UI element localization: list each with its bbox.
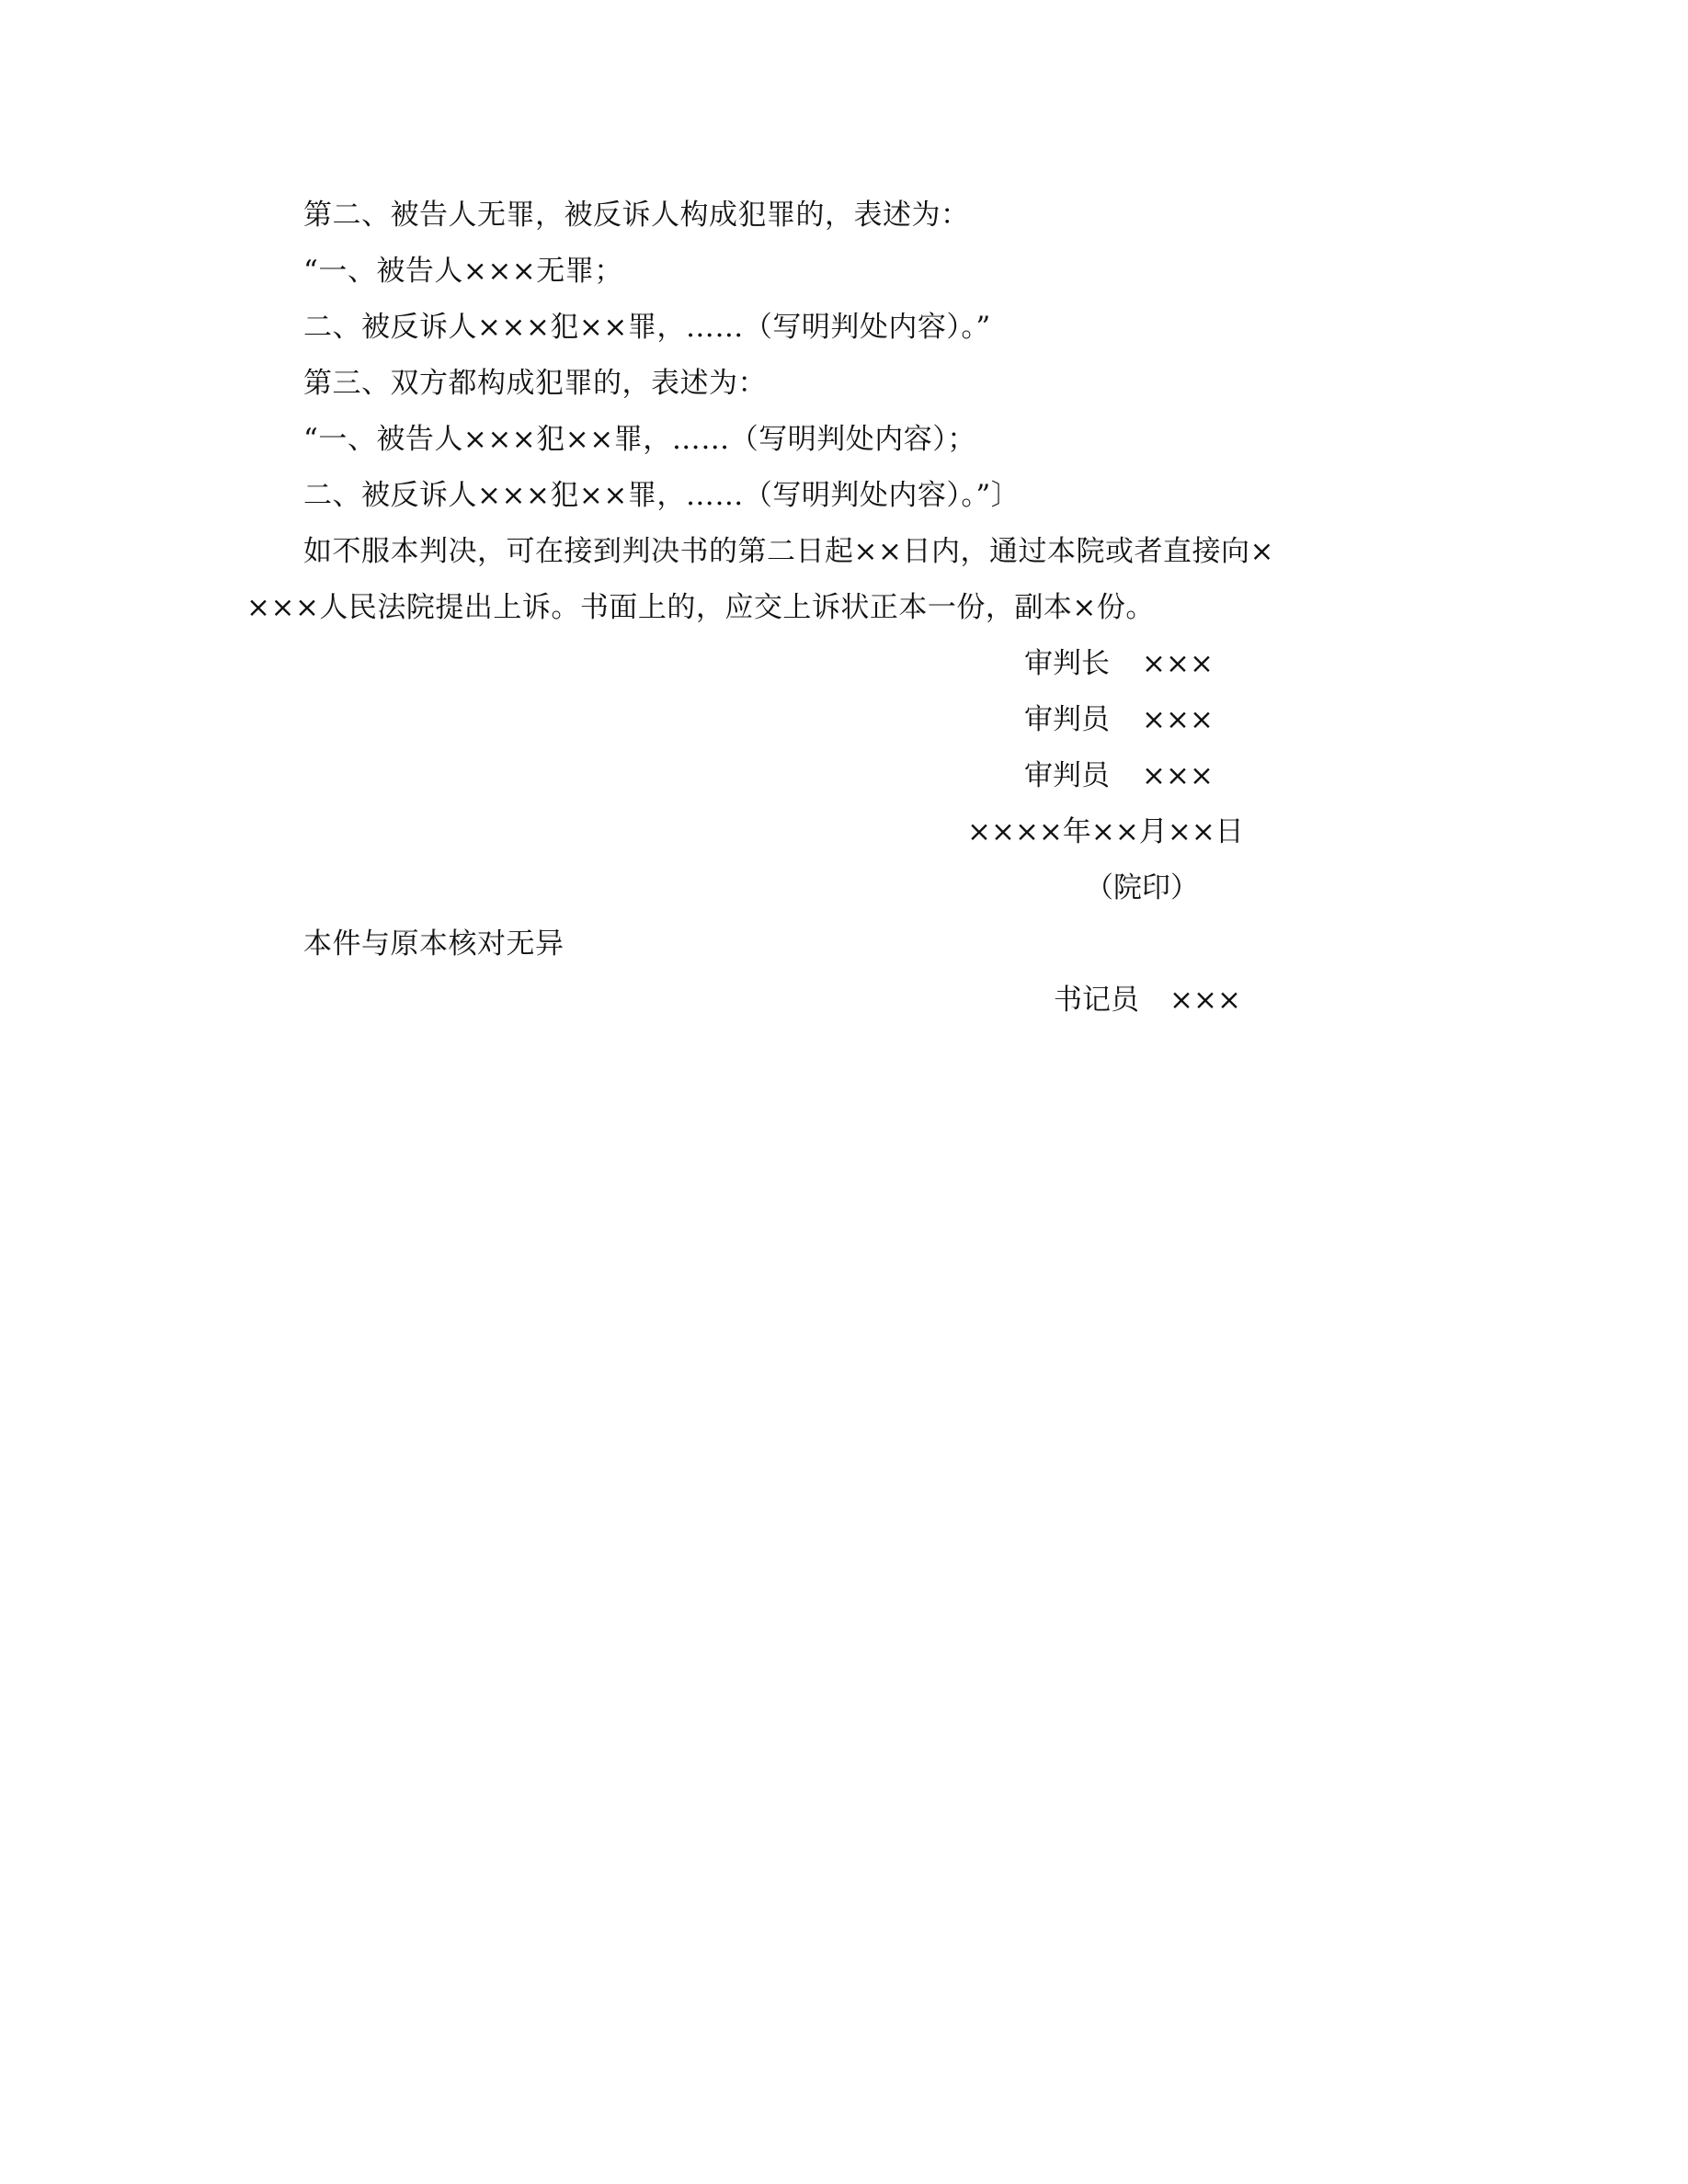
- signature-name: ×××: [1142, 759, 1214, 792]
- verification-statement: 本件与原本核对无异: [303, 927, 565, 961]
- paragraph-appeal-notice-continued: ×××人民法院提出上诉。书面上的，应交上诉状正本一份，副本×份。: [246, 591, 1155, 624]
- signature-role: 审判员: [1024, 759, 1110, 792]
- signature-name: ×××: [1142, 703, 1214, 736]
- paragraph-case-two-item-two: 二、被反诉人×××犯××罪，……（写明判处内容）。”: [303, 311, 991, 344]
- paragraph-case-two-item-one: “一、被告人×××无罪；: [303, 255, 623, 288]
- signature-name: ×××: [1142, 647, 1214, 680]
- clerk-name: ×××: [1169, 984, 1241, 1017]
- court-seal-note: （院印）: [1085, 871, 1199, 904]
- paragraph-case-three-heading: 第三、双方都构成犯罪的，表述为：: [303, 367, 767, 400]
- paragraph-case-two-heading: 第二、被告人无罪，被反诉人构成犯罪的，表述为：: [303, 199, 970, 232]
- paragraph-case-three-item-two: 二、被反诉人×××犯××罪，……（写明判处内容）。”〕: [303, 479, 1021, 512]
- signature-role: 审判长: [1024, 647, 1110, 680]
- paragraph-case-three-item-one: “一、被告人×××犯××罪，……（写明判处内容）；: [303, 423, 976, 456]
- paragraph-appeal-notice: 如不服本判决，可在接到判决书的第二日起××日内，通过本院或者直接向×: [303, 535, 1274, 568]
- signature-role: 审判员: [1024, 703, 1110, 736]
- clerk-role: 书记员: [1054, 984, 1139, 1017]
- judgment-date: ××××年××月××日: [967, 815, 1244, 848]
